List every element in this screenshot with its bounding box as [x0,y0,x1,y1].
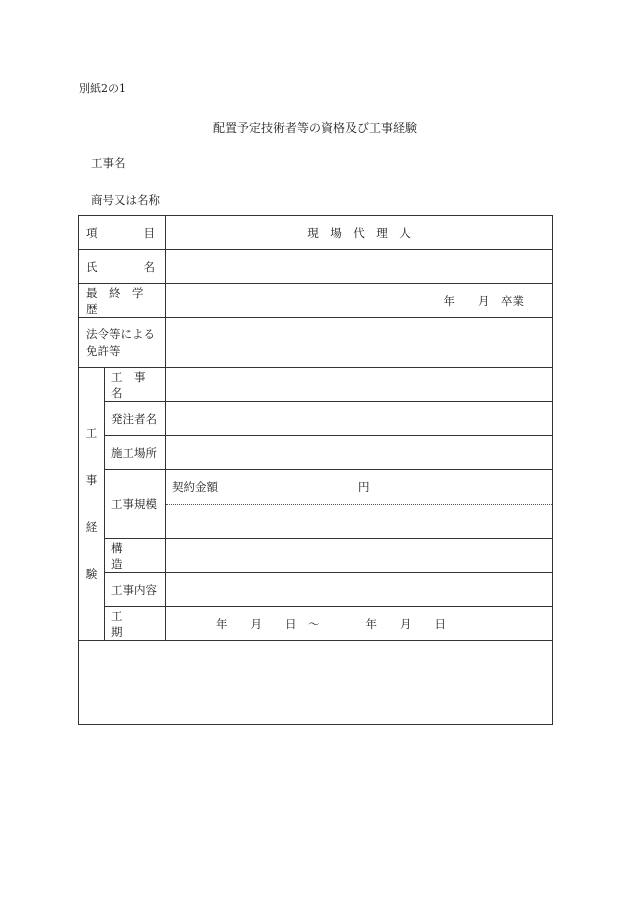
attachment-label: 別紙2の1 [79,82,126,95]
license-label-cell [79,318,166,368]
exp-char-1: 工 [85,426,98,440]
exp-scale-label: 工事規模 [111,497,157,511]
table-header-row [79,216,553,250]
scale-detail-line[interactable] [166,505,552,538]
contract-amount-line[interactable] [166,470,552,505]
notes-cell[interactable] [79,641,553,725]
exp-site-row [79,436,553,470]
license-label-line2: 免許等 [86,343,121,358]
name-label-cell [79,250,166,284]
exp-client-value-cell[interactable] [166,402,553,436]
item-header-cell [79,216,166,250]
exp-structure-value-cell[interactable] [166,539,553,573]
exp-project-label-cell [105,368,166,402]
qualification-table [78,215,553,725]
exp-char-3: 経 [85,520,98,534]
exp-project-row [79,368,553,402]
exp-scale-row [79,470,553,539]
exp-content-label-cell [105,573,166,607]
exp-site-label: 施工場所 [111,445,157,460]
notes-row [79,641,553,725]
exp-structure-label: 構 造 [111,540,157,571]
document-title: 配置予定技術者等の資格及び工事経験 [212,121,417,135]
exp-content-label: 工事内容 [111,582,157,597]
exp-period-value-cell[interactable] [166,607,553,641]
name-label: 氏 名 [86,259,155,274]
exp-period-label: 工 期 [111,608,157,639]
exp-content-row [79,573,553,607]
education-suffix: 年 月 卒業 [443,293,524,308]
license-value-cell[interactable] [166,318,553,368]
exp-structure-row [79,539,553,573]
name-row [79,250,553,284]
education-label: 最 終 学 歴 [86,285,155,316]
exp-project-label: 工 事 名 [111,369,157,400]
yen-label: 円 [358,480,370,494]
item-header-label: 項 目 [86,225,155,240]
education-value-cell[interactable] [166,284,553,318]
license-label-line1: 法令等による [86,326,155,341]
name-value-cell[interactable] [166,250,553,284]
exp-site-label-cell [105,436,166,470]
education-row [79,284,553,318]
period-value: 年 月 日 ～ 年 月 日 [216,616,446,631]
exp-period-label-cell [105,607,166,641]
exp-period-row [79,607,553,641]
experience-group-cell [79,368,105,641]
project-name-label: 工事名 [91,156,126,170]
site-agent-header-cell [166,216,553,250]
exp-content-value-cell[interactable] [166,573,553,607]
exp-client-label-cell [105,402,166,436]
contract-amount-label: 契約金額 [172,480,218,494]
exp-scale-label-cell [105,470,166,539]
education-label-cell [79,284,166,318]
exp-char-2: 事 [85,473,98,487]
exp-char-4: 験 [85,567,98,581]
exp-client-row [79,402,553,436]
company-name-label: 商号又は名称 [91,193,160,207]
exp-scale-value-cell [166,470,553,539]
license-row [79,318,553,368]
exp-client-label: 発注者名 [111,411,157,426]
exp-structure-label-cell [105,539,166,573]
exp-site-value-cell[interactable] [166,436,553,470]
exp-project-value-cell[interactable] [166,368,553,402]
site-agent-header: 現 場 代 理 人 [307,225,411,240]
